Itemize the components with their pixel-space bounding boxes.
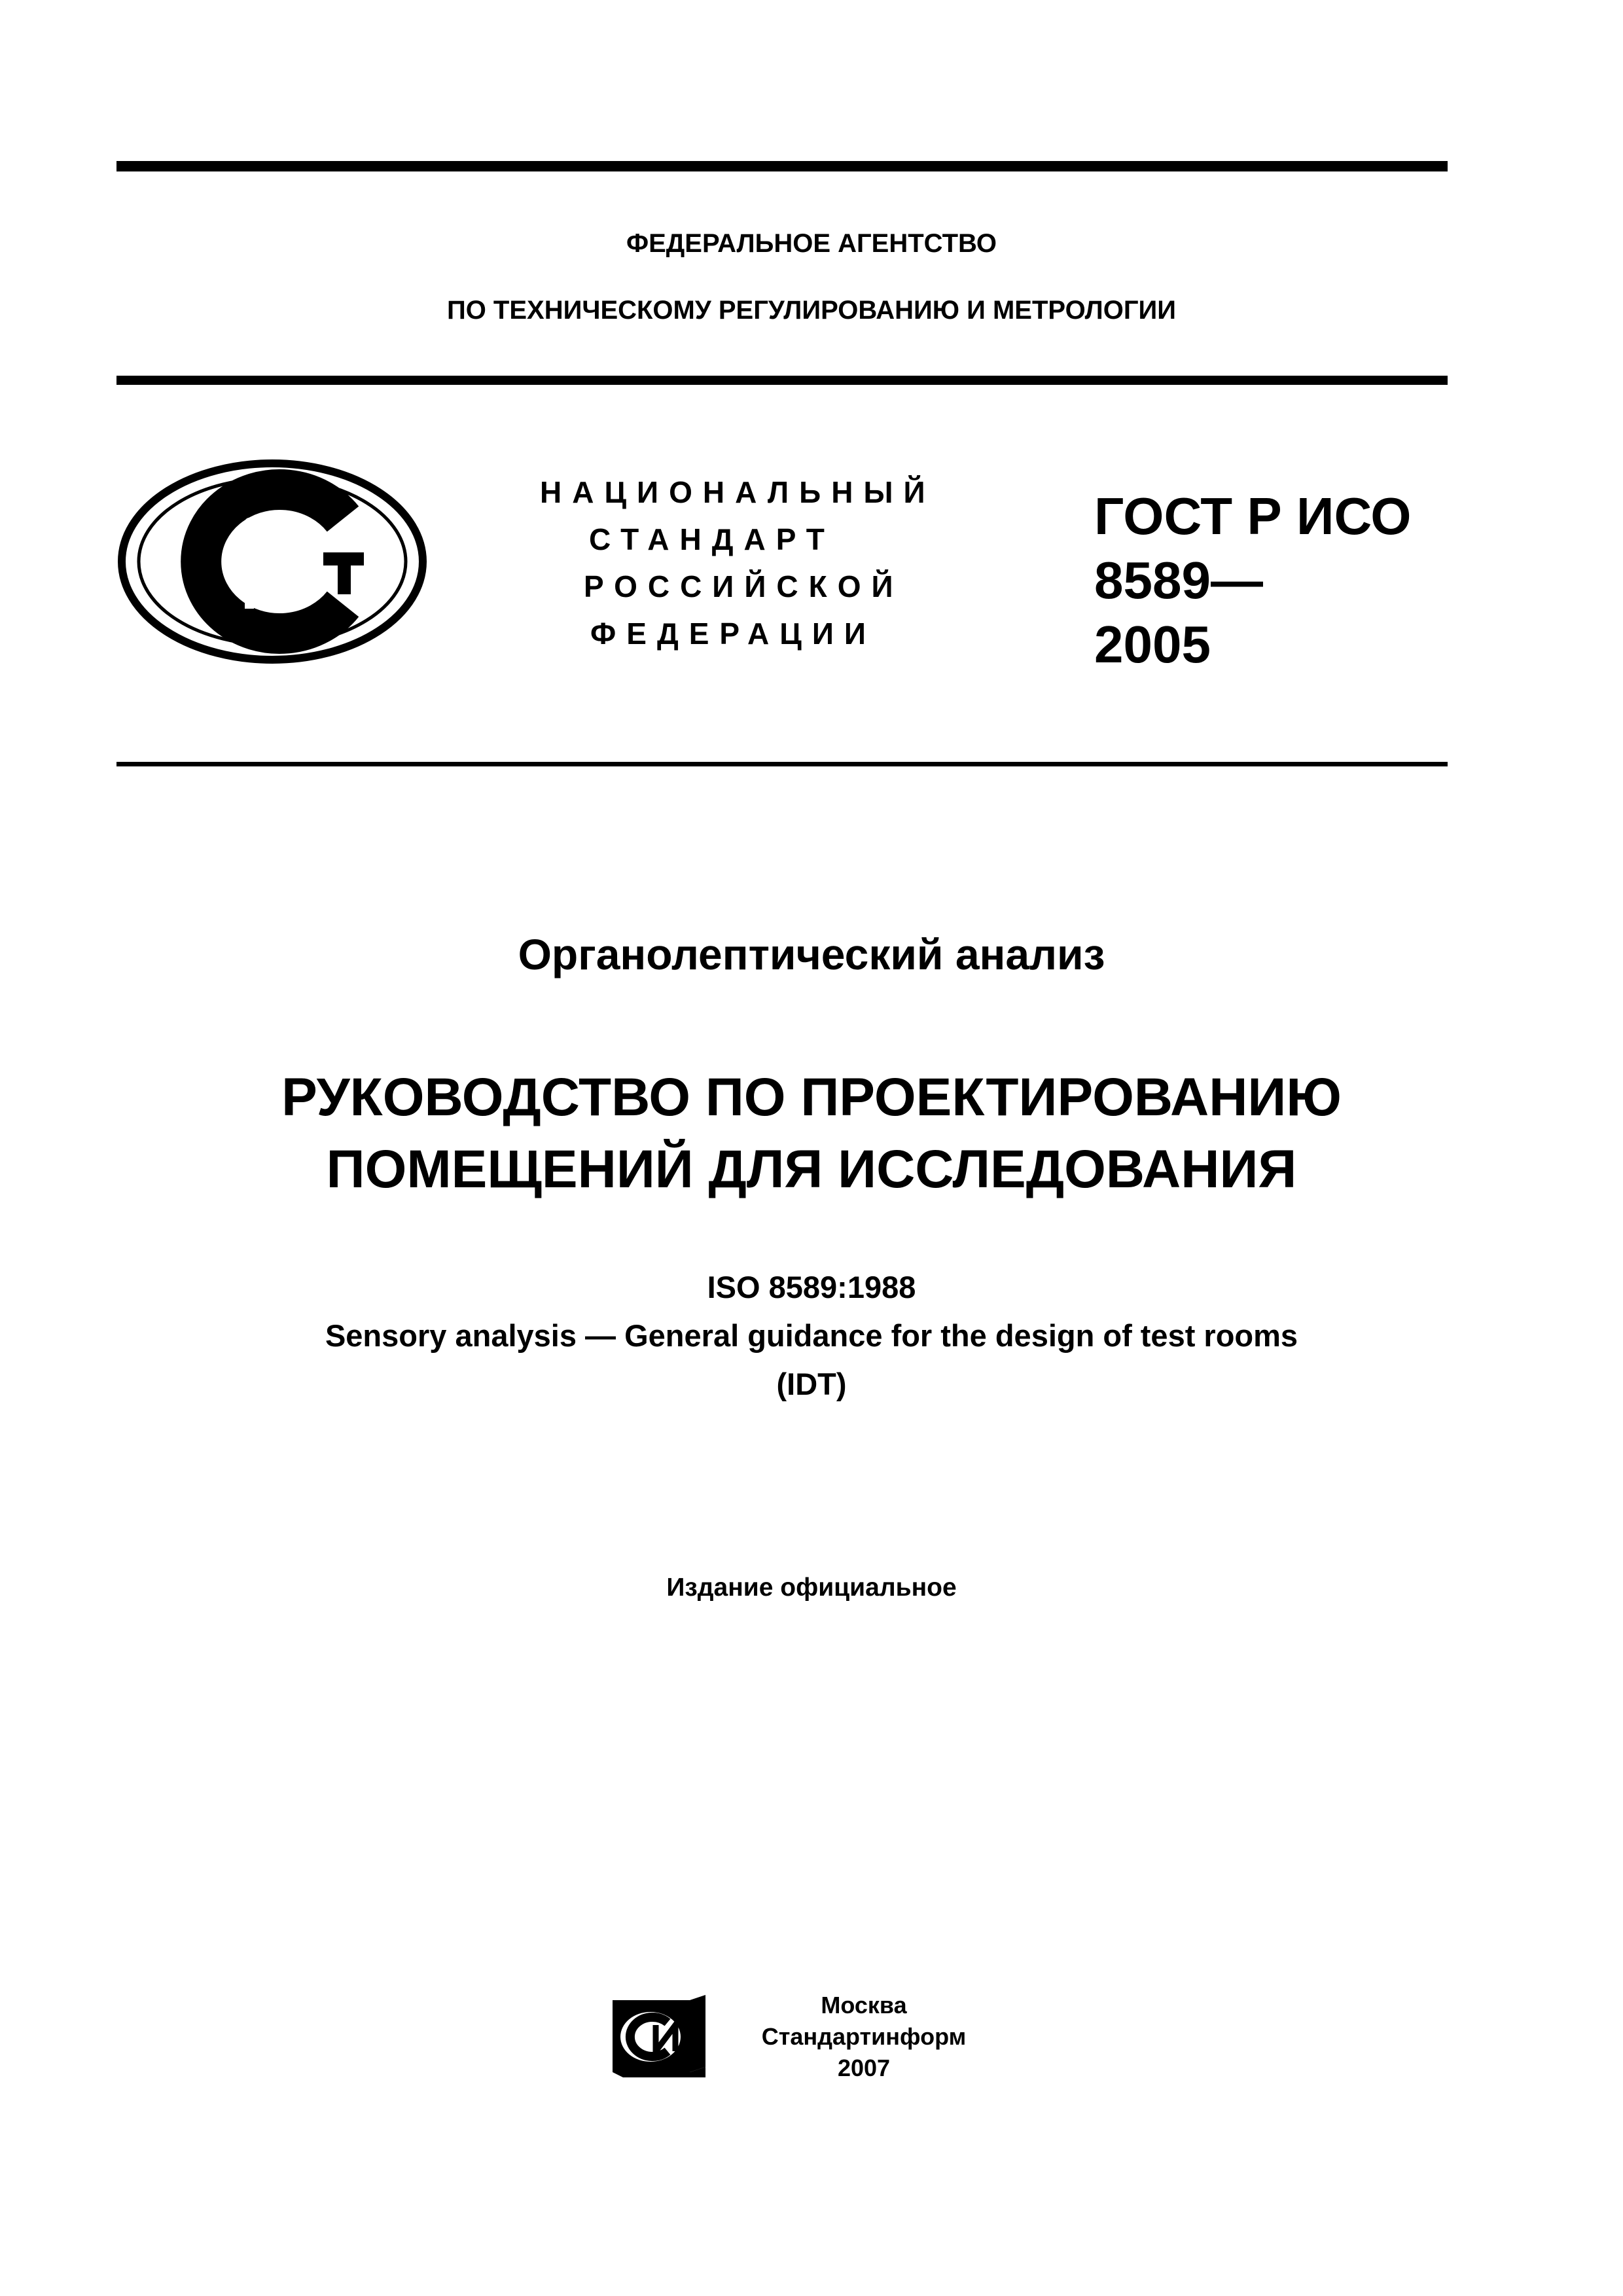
national-line-3: РОССИЙСКОЙ: [584, 569, 904, 603]
middle-rule: [116, 376, 1448, 385]
bottom-rule: [116, 762, 1448, 766]
national-standard-label: [530, 469, 962, 657]
edition-label: Издание официальное: [666, 1573, 957, 1602]
document-title-line1: РУКОВОДСТВО ПО ПРОЕКТИРОВАНИЮ: [281, 1067, 1342, 1127]
designation-line-2: 8589—: [1094, 551, 1263, 609]
designation-line-1: ГОСТ Р ИСО: [1094, 487, 1412, 545]
agency-name-line1: ФЕДЕРАЛЬНОЕ АГЕНТСТВО: [626, 229, 997, 258]
iso-reference-block: [0, 1263, 1623, 1408]
publisher-name: Стандартинформ: [761, 2023, 967, 2050]
document-title-line2: ПОМЕЩЕНИЙ ДЛЯ ИССЛЕДОВАНИЯ: [326, 1139, 1297, 1199]
publisher-city: Москва: [821, 1992, 907, 2018]
publisher-year: 2007: [837, 2054, 891, 2081]
gost-r-logo-icon: [115, 457, 429, 666]
designation-line-3: 2005: [1094, 615, 1211, 673]
standartinform-logo-icon: [610, 1994, 708, 2080]
publisher-block: [726, 1990, 1001, 2084]
top-rule: [116, 161, 1448, 171]
national-line-1: НАЦИОНАЛЬНЫЙ: [540, 475, 936, 509]
national-line-2: СТАНДАРТ: [589, 522, 835, 556]
iso-reference: ISO 8589:1988: [707, 1270, 916, 1304]
agency-name-line2: ПО ТЕХНИЧЕСКОМУ РЕГУЛИРОВАНИЮ И МЕТРОЛОГИИ: [446, 296, 1177, 325]
standard-designation: [1094, 484, 1412, 677]
national-line-4: ФЕДЕРАЦИИ: [590, 617, 876, 651]
document-subject: Органолептический анализ: [518, 930, 1105, 978]
iso-english-title: Sensory analysis — General guidance for the design of test rooms: [325, 1318, 1298, 1353]
iso-equivalence: (IDT): [776, 1367, 847, 1401]
document-title: [0, 1062, 1623, 1206]
